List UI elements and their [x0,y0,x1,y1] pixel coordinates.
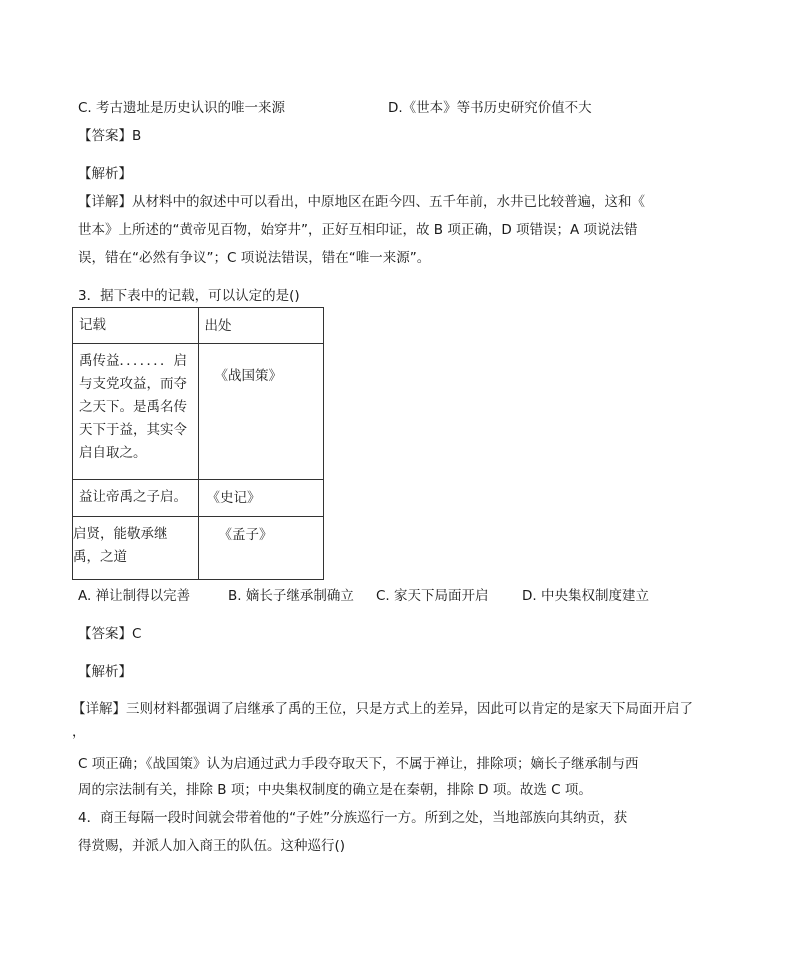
table-header-source: 出处 [198,308,324,344]
table-cell-source: 《战国策》 [214,368,282,384]
q4-stem-line-1: 4．商王每隔一段时间就会带着他的“子姓”分族巡行一方。所到之处，当地部族向其纳贡，获 [78,810,628,826]
q3-source-table [72,307,324,580]
q4-stem-line-2: 得赏赐，并派人加入商王的队伍。这种巡行() [78,838,346,854]
q3-option-b: B. 嫡长子继承制确立 [228,588,354,604]
table-cell-source: 《史记》 [206,490,261,506]
table-header-row [73,308,324,344]
q3-answer: 【答案】C [78,626,142,642]
q3-detail-line-3: 周的宗法制有关，排除 B 项；中央集权制度的确立是在秦朝，排除 D 项。故选 C 项。 [78,782,592,798]
table-cell-record: 益让帝禹之子启。 [73,480,199,517]
q3-option-a: A. 禅让制得以完善 [78,588,191,604]
q3-detail-comma: ， [72,724,86,740]
q3-detail-line-1: 【详解】三则材料都强调了启继承了禹的王位，只是方式上的差异，因此可以肯定的是家天下局面开启了 [72,701,693,717]
q3-analysis-label: 【解析】 [78,664,132,680]
table-row [73,480,324,517]
q2-analysis-label: 【解析】 [78,166,132,182]
table-row [73,344,324,480]
q3-detail-line-2: C 项正确；《战国策》认为启通过武力手段夺取天下，不属于禅让，排除项；嫡长子继承制与西 [78,756,639,772]
table-header-record: 记载 [73,308,199,344]
table-cell-source: 《孟子》 [218,527,273,543]
table-cell-record: 启贤，能敬承继禹，之道 [73,517,199,580]
q2-answer: 【答案】B [78,128,142,144]
table-row [73,517,324,580]
q2-detail-line-3: 误，错在“必然有争议”；C 项说法错误，错在“唯一来源”。 [78,250,431,266]
q2-detail-line-2: 世本》上所述的“黄帝见百物，始穿井”，正好互相印证，故 B 项正确，D 项错误；A 项说法错 [78,222,638,238]
q3-option-c: C. 家天下局面开启 [376,588,489,604]
q2-option-c: C. 考古遗址是历史认识的唯一来源 [78,100,286,116]
table-cell-record: 禹传益．．．．．．．启与支党攻益，而夺之天下。是禹名传天下于益，其实令启自取之。 [73,344,199,480]
q3-stem: 3．据下表中的记载，可以认定的是() [78,288,300,304]
q2-option-d: D.《世本》等书历史研究价值不大 [388,100,592,116]
q2-detail-line-1: 【详解】从材料中的叙述中可以看出，中原地区在距今四、五千年前，水井已比较普遍，这和《 [78,194,645,210]
q3-option-d: D. 中央集权制度建立 [522,588,649,604]
